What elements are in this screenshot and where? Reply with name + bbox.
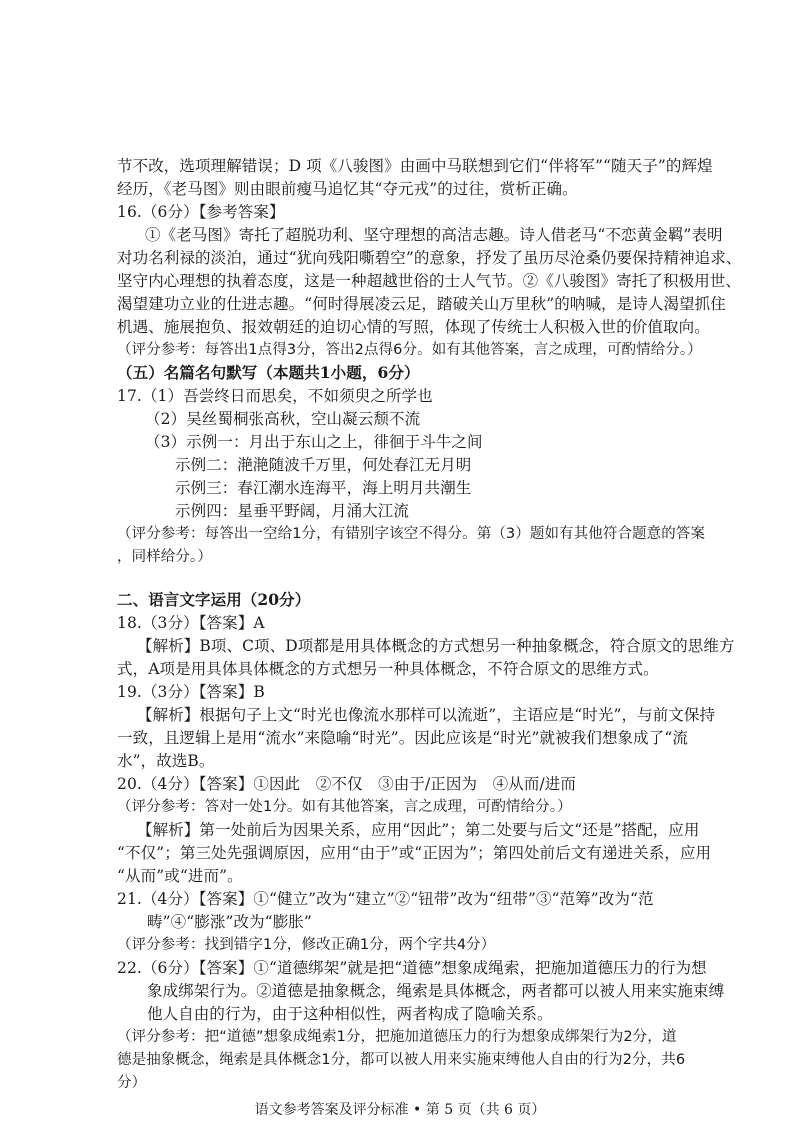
- scoring-note: （评分参考：每答出一空给1分，有错别字该空不得分。第（3）题如有其他符合题意的答案: [117, 526, 706, 542]
- text-line: 一致，且逻辑上是用“流水”来隐喻“时光”。因此应该是“时光”就被我们想象成了“流: [117, 729, 688, 747]
- section-heading: （五）名篇名句默写（本题共1小题，6分）: [117, 363, 420, 382]
- page-footer: 语文参考答案及评分标准 • 第 5 页（共 6 页）: [254, 1102, 546, 1118]
- text-line: 式，A项是用具体具体概念的方式想另一种具体概念，不符合原文的思维方式。: [117, 660, 659, 678]
- text-line: “从而”或“进而”。: [117, 867, 243, 885]
- question-heading: 16.（6分）【参考答案】: [117, 203, 285, 221]
- question-heading: 21.（4分）【答案】①“健立”改为“建立”②“钮带”改为“纽带”③“范筹”改为“范: [117, 890, 654, 908]
- text-line: 【解析】根据句子上文“时光也像流水那样可以流逝”，主语应是“时光”，与前文保持: [137, 706, 716, 724]
- text-line: 渴望建功立业的仕进志趣。“何时得展凌云足，踏破关山万里秋”的呐喊，是诗人渴望抓住: [117, 295, 726, 313]
- text-line: 象成绑架行为。②道德是抽象概念，绳索是具体概念，两者都可以被人用来实施束缚: [147, 982, 725, 1000]
- text-line: 经历，《老马图》则由眼前瘦马追忆其“夺元戎”的过往，赏析正确。: [117, 180, 578, 198]
- text-line: 机遇、施展抱负、报效朝廷的迫切心情的写照，体现了传统士人积极入世的价值取向。: [117, 318, 710, 336]
- text-line: “不仅”；第三处先强调原因，应用“由于”或“正因为”；第四处前后文有递进关系，应用: [117, 844, 712, 862]
- scoring-note: （评分参考：把“道德”想象成绳索1分，把施加道德压力的行为想象成绑架行为2分，道: [117, 1029, 677, 1045]
- scoring-note: （评分参考：答对一处1分。如有其他答案，言之成理，可酌情给分。）: [117, 799, 572, 815]
- text-line: 【解析】B项、C项、D项都是用具体概念的方式想另一种抽象概念，符合原文的思维方: [137, 637, 735, 655]
- question-heading: 19.（3分）【答案】B: [117, 683, 265, 701]
- text-line: （2）吴丝蜀桐张高秋，空山凝云颓不流: [145, 410, 421, 428]
- text-line: 示例二：滟滟随波千万里，何处春江无月明: [175, 456, 472, 474]
- text-line: 水”，故选B。: [117, 752, 215, 770]
- text-line: ①《老马图》寄托了超脱功利、坚守理想的高洁志趣。诗人借老马“不恋黄金羁”表明: [145, 226, 723, 244]
- text-line: 示例三：春江潮水连海平，海上明月共潮生: [175, 479, 472, 497]
- question-heading: 22.（6分）【答案】①“道德绑架”就是把“道德”想象成绳索，把施加道德压力的行为想: [117, 959, 707, 977]
- text-line: 节不改，选项理解错误；D 项《八骏图》由画中马联想到它们“伴将军”“随天子”的辉煌: [117, 157, 713, 175]
- scoring-note: ，同样给分。）: [117, 549, 212, 565]
- question-heading: 20.（4分）【答案】①因此 ②不仅 ③由于/正因为 ④从而/进而: [117, 775, 577, 793]
- question-heading: 17.（1）吾尝终日而思矣，不如须臾之所学也: [117, 387, 433, 405]
- text-line: （3）示例一：月出于东山之上，徘徊于斗牛之间: [145, 433, 483, 451]
- text-line: 坚守内心理想的执着态度，这是一种超越世俗的士人气节。②《八骏图》寄托了积极用世、: [117, 272, 742, 290]
- question-heading: 18.（3分）【答案】A: [117, 614, 265, 632]
- text-line: 畴”④“膨涨”改为“膨胀”: [147, 913, 312, 931]
- text-line: 【解析】第一处前后为因果关系，应用“因此”；第二处要与后文“还是”搭配，应用: [137, 821, 700, 839]
- section-heading: 二、语言文字运用（20分）: [117, 590, 311, 609]
- scoring-note: 分）: [117, 1075, 147, 1091]
- text-line: 他人自由的行为，由于这种相似性，两者构成了隐喻关系。: [147, 1005, 553, 1023]
- text-line: 示例四：星垂平野阔，月涌大江流: [175, 502, 410, 520]
- scoring-note: （评分参考：每答出1点得3分，答出2点得6分。如有其他答案，言之成理，可酌情给分。）: [117, 342, 702, 358]
- scoring-note: 德是抽象概念，绳索是具体概念1分，都可以被人用来实施束缚他人自由的行为2分，共6: [117, 1052, 686, 1068]
- text-line: 对功名利禄的淡泊，通过“犹向残阳嘶碧空”的意象，抒发了虽历尽沧桑仍要保持精神追求、: [117, 249, 742, 267]
- scoring-note: （评分参考：找到错字1分，修改正确1分，两个字共4分）: [117, 937, 496, 953]
